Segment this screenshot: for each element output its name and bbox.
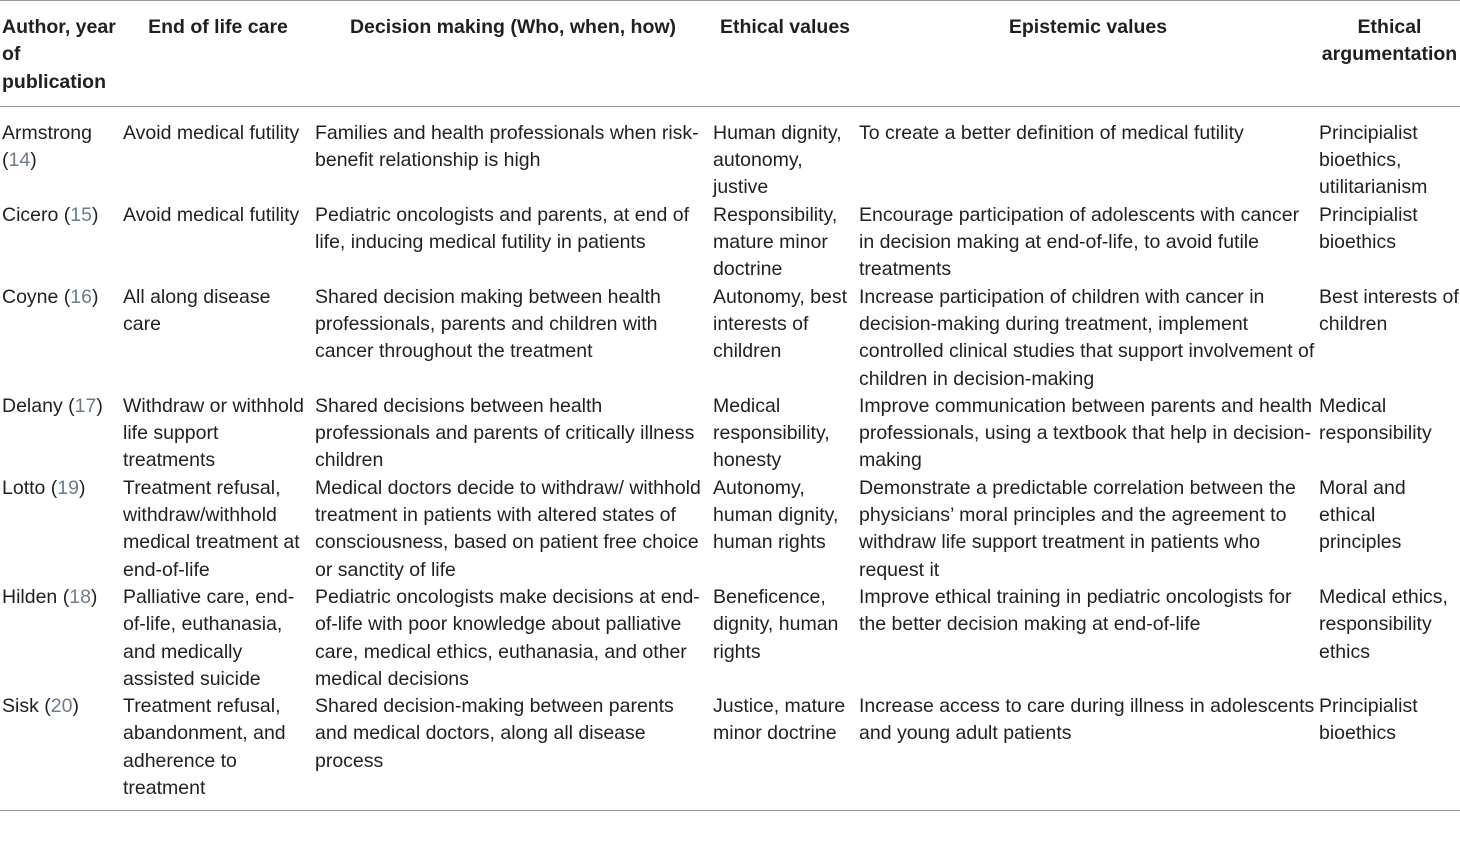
ethical-argumentation-cell: Principialist bioethics xyxy=(1319,695,1418,745)
table-row xyxy=(0,202,1460,284)
ethical-argumentation-cell: Medical responsibility xyxy=(1319,394,1432,445)
table-header xyxy=(0,1,1460,107)
decision-making-cell: Medical doctors decide to withdraw/ withhold treatment in patients with altered states of consciousness, based on patient free choice or sanctity of life xyxy=(315,476,701,581)
table-row xyxy=(0,284,1460,393)
reference-link[interactable]: 14 xyxy=(8,149,31,172)
epistemic-values-cell: Demonstrate a predictable correlation between the physicians’ moral principles and the agreement to withdraw life support treatment in patients who request it xyxy=(859,476,1296,581)
end-of-life-care-cell: Treatment refusal, abandonment, and adherence to treatment xyxy=(123,695,286,800)
author-cell: Coyne (16) xyxy=(2,285,99,308)
ethical-values-cell: Justice, mature minor doctrine xyxy=(713,695,846,745)
ethical-argumentation-cell: Best interests of children xyxy=(1319,285,1459,335)
decision-making-cell: Shared decisions between health professionals and parents of critically illness children xyxy=(315,394,695,472)
ethical-argumentation-cell: Medical ethics, responsibility ethics xyxy=(1319,585,1448,663)
author-name: Coyne xyxy=(2,285,59,308)
end-of-life-care-cell: Withdraw or withhold life support treatments xyxy=(123,394,304,472)
end-of-life-care-cell: Palliative care, end-of-life, euthanasia, and medically assisted suicide xyxy=(123,585,295,690)
reference-link[interactable]: 17 xyxy=(74,394,97,417)
ethical-values-cell: Autonomy, human dignity, human rights xyxy=(713,476,839,554)
table-row xyxy=(0,584,1460,693)
ethical-values-cell: Responsibility, mature minor doctrine xyxy=(713,203,838,281)
header-row xyxy=(0,1,1460,107)
epistemic-values-cell: Encourage participation of adolescents with cancer in decision making at end-of-life, to avoid futile treatments xyxy=(859,203,1300,281)
header-ethical-argumentation: Ethical argumentation xyxy=(1321,16,1458,66)
epistemic-values-cell: Increase participation of children with cancer in decision-making during treatment, implement controlled clinical studies that support involvement of children in decision-making xyxy=(859,285,1315,390)
end-of-life-care-cell: Treatment refusal, withdraw/withhold medical treatment at end-of-life xyxy=(123,476,300,581)
reference-link[interactable]: 18 xyxy=(69,585,91,608)
author-cell: Hilden (18) xyxy=(2,585,98,608)
end-of-life-care-cell: Avoid medical futility xyxy=(123,121,300,144)
header-epistemic-values: Epistemic values xyxy=(1008,16,1168,38)
ethical-argumentation-cell: Moral and ethical principles xyxy=(1319,476,1406,554)
table-row xyxy=(0,393,1460,475)
epistemic-values-cell: Increase access to care during illness in adolescents and young adult patients xyxy=(859,695,1315,745)
author-cell: Sisk (20) xyxy=(2,695,79,718)
decision-making-cell: Pediatric oncologists and parents, at end of life, inducing medical futility in patients xyxy=(315,203,689,254)
author-name: Armstrong xyxy=(2,121,92,144)
table-row xyxy=(0,475,1460,584)
end-of-life-care-cell: All along disease care xyxy=(123,285,271,335)
ethical-argumentation-cell: Principialist bioethics, utilitarianism xyxy=(1319,121,1428,199)
reference-link[interactable]: 20 xyxy=(50,695,73,718)
author-cell: Lotto (19) xyxy=(2,476,86,499)
author-name: Delany xyxy=(2,394,63,417)
decision-making-cell: Shared decision making between health professionals, parents and children with cancer throughout the treatment xyxy=(315,285,661,363)
table-row xyxy=(0,106,1460,201)
author-name: Cicero xyxy=(2,203,59,226)
epistemic-values-cell: Improve ethical training in pediatric oncologists for the better decision making at end-of-life xyxy=(859,585,1292,636)
ethical-values-cell: Medical responsibility, honesty xyxy=(713,394,830,472)
header-ethical-values: Ethical values xyxy=(719,16,851,38)
decision-making-cell: Families and health professionals when risk-benefit relationship is high xyxy=(315,121,699,172)
epistemic-values-cell: To create a better definition of medical futility xyxy=(859,121,1244,144)
author-cell: Delany (17) xyxy=(2,394,103,417)
table-body xyxy=(0,106,1460,810)
author-cell: Armstrong (14) xyxy=(2,121,92,172)
ethical-values-cell: Human dignity, autonomy, justive xyxy=(713,121,842,199)
header-decision-making: Decision making (Who, when, how) xyxy=(349,16,677,38)
table-row xyxy=(0,693,1460,811)
ethical-values-cell: Beneficence, dignity, human rights xyxy=(713,585,839,663)
ethical-argumentation-cell: Principialist bioethics xyxy=(1319,203,1418,254)
header-author: Author, year of publication xyxy=(2,16,116,93)
end-of-life-care-cell: Avoid medical futility xyxy=(123,203,300,226)
author-name: Hilden xyxy=(2,585,58,608)
epistemic-values-cell: Improve communication between parents and health professionals, using a textbook that help in decision-making xyxy=(859,394,1313,472)
header-end-of-life-care: End of life care xyxy=(148,16,288,38)
decision-making-cell: Pediatric oncologists make decisions at end-of-life with poor knowledge about palliative care, medical ethics, euthanasia, and other medical decisions xyxy=(315,585,700,690)
decision-making-cell: Shared decision-making between parents and medical doctors, along all disease process xyxy=(315,695,674,772)
ethical-values-cell: Autonomy, best interests of children xyxy=(713,285,848,363)
author-name: Lotto xyxy=(2,476,46,499)
reference-link[interactable]: 16 xyxy=(70,285,92,308)
author-cell: Cicero (15) xyxy=(2,203,99,226)
reference-link[interactable]: 19 xyxy=(57,476,79,499)
reference-link[interactable]: 15 xyxy=(70,203,92,226)
author-name: Sisk xyxy=(2,695,39,718)
